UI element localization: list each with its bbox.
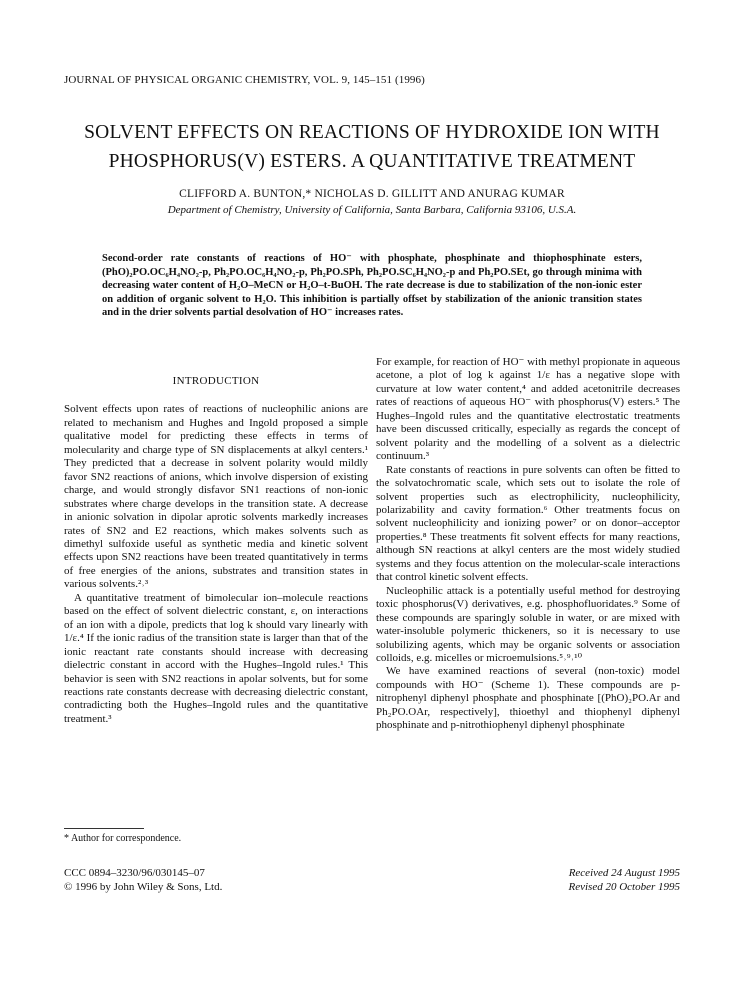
article-title	[50, 118, 694, 176]
running-head: JOURNAL OF PHYSICAL ORGANIC CHEMISTRY, VOL. 9, 145–151 (1996)	[64, 74, 425, 86]
copyright-block	[64, 866, 222, 894]
paragraph: Rate constants of reactions in pure solvents can often be fitted to the solvatochromatic scale, which sets out to isolate the role of solvent properties such as electrophilicity, nucleophilicity, polarizability and cavity formation.⁶ Other treatments focus on solvent nucleophilicity and ionizing power⁷ or on donor–acceptor properties.⁸ These treatments fit solvent effects for many reactions, although SN reactions at alkyl centers are the most widely studied systems and they focus attention on the molecular-scale interactions that control kinetic solvent effects.	[376, 463, 680, 584]
dates-block	[569, 866, 681, 894]
ccc-code: CCC 0894–3230/96/030145–07	[64, 867, 205, 879]
title-line-2: PHOSPHORUS(V) ESTERS. A QUANTITATIVE TREATMENT	[108, 151, 636, 172]
revised-date: Revised 20 October 1995	[568, 881, 680, 893]
title-line-1: SOLVENT EFFECTS ON REACTIONS OF HYDROXIDE ION WITH	[84, 122, 660, 143]
footnote: * Author for correspondence.	[64, 833, 182, 844]
abstract: Second-order rate constants of reactions of HO⁻ with phosphate, phosphinate and thiophosphinate esters, (PhO)₂PO.OC₆H₄NO₂-p, Ph₂PO.OC₆H₄NO₂-p, Ph₂PO.SPh, Ph₂PO.SC₆H₄NO₂-p and Ph₂PO.SEt, go through minima with decreasing water content of H₂O–MeCN or H₂O–t-BuOH. The rate decrease is due to stabilization of the non-ionic ester on addition of organic solvent to H₂O. This inhibition is partially offset by stabilization of the anionic transition states and in the drier solvents partial desolvation of HO⁻ increases rates.	[102, 253, 642, 319]
paragraph: For example, for reaction of HO⁻ with methyl propionate in aqueous acetone, a plot of log k against 1/ε has a negative slope with curvature at low water content,⁴ and added acetonitrile decreases rates of reactions of aqueous HO⁻ with phosphorus(V) esters.⁵ The Hughes–Ingold rules and the quantitative electrostatic treatments have been discussed critically, especially as regards the concept of solvent polarity and the modelling of a solvent as a dielectric continuum.³	[376, 356, 680, 463]
paragraph: Nucleophilic attack is a potentially useful method for destroying toxic phosphorus(V) derivatives, e.g. phosphofluoridates.⁹ Some of these compounds are sparingly soluble in water, or are mixed with water-insoluble polymeric thickeners, so it is necessary to use solubilizing agents, which may be organic solvents or association colloids, e.g. micelles or microemulsions.⁵˒⁹˒¹⁰	[376, 584, 680, 664]
affiliation: Department of Chemistry, University of California, Santa Barbara, California 93106, U.S.A.	[167, 204, 577, 216]
footnote-divider	[64, 828, 144, 829]
right-column	[376, 356, 680, 733]
paragraph: We have examined reactions of several (non-toxic) model compounds with HO⁻ (Scheme 1). These compounds are p-nitrophenyl diphenyl phosphate and phosphinate [(PhO)₂PO.Ar and Ph₂PO.OAr, respectively], thioethyl and thiophenyl diphenyl phosphinate and p-nitrothiophenyl diphenyl phosphinate	[376, 665, 680, 732]
left-column	[64, 375, 368, 726]
paragraph: A quantitative treatment of bimolecular ion–molecule reactions based on the effect of solvent dielectric constant, ε, on interactions of an ion with a dipole, predicts that log k should vary linearly with 1/ε.⁴ If the ionic radius of the transition state is larger than that of the ionic reactant rate constants should increase with decreasing dielectric constant in accord with the Hughes–Ingold rules.¹ This behavior is seen with SN2 reactions in apolar solvents, but for some reactions rate constants decrease with decreasing dielectric constant, contradicting both the Hughes–Ingold rules and the quantitative treatment.³	[64, 591, 368, 725]
received-date: Received 24 August 1995	[568, 867, 680, 879]
section-heading: INTRODUCTION	[172, 375, 260, 387]
author-list: CLIFFORD A. BUNTON,* NICHOLAS D. GILLITT AND ANURAG KUMAR	[179, 188, 565, 200]
copyright-notice: © 1996 by John Wiley & Sons, Ltd.	[64, 881, 223, 893]
paragraph: Solvent effects upon rates of reactions of nucleophilic anions are related to mechanism and Hughes and Ingold proposed a simple qualitative model for predicting these effects in terms of molecularity and charge type of SN displacements at alkyl centers.¹ They predicted that a decrease in solvent polarity would mildly favor SN2 reactions of anions, which involve dispersion of existing charge, and would strongly disfavor SN1 reactions of non-ionic substrates where charge develops in the transition state. A decrease in anionic solvation in dipolar aprotic solvents markedly increases rates of SN2 and E2 reactions, which makes solvents such as dimethyl sulfoxide useful as synthetic media and kinetic solvent effects upon SN2 reactions have been treated quantitatively in terms of free energies of the anions, substrates and transition states in various solvents.²˒³	[64, 403, 368, 591]
